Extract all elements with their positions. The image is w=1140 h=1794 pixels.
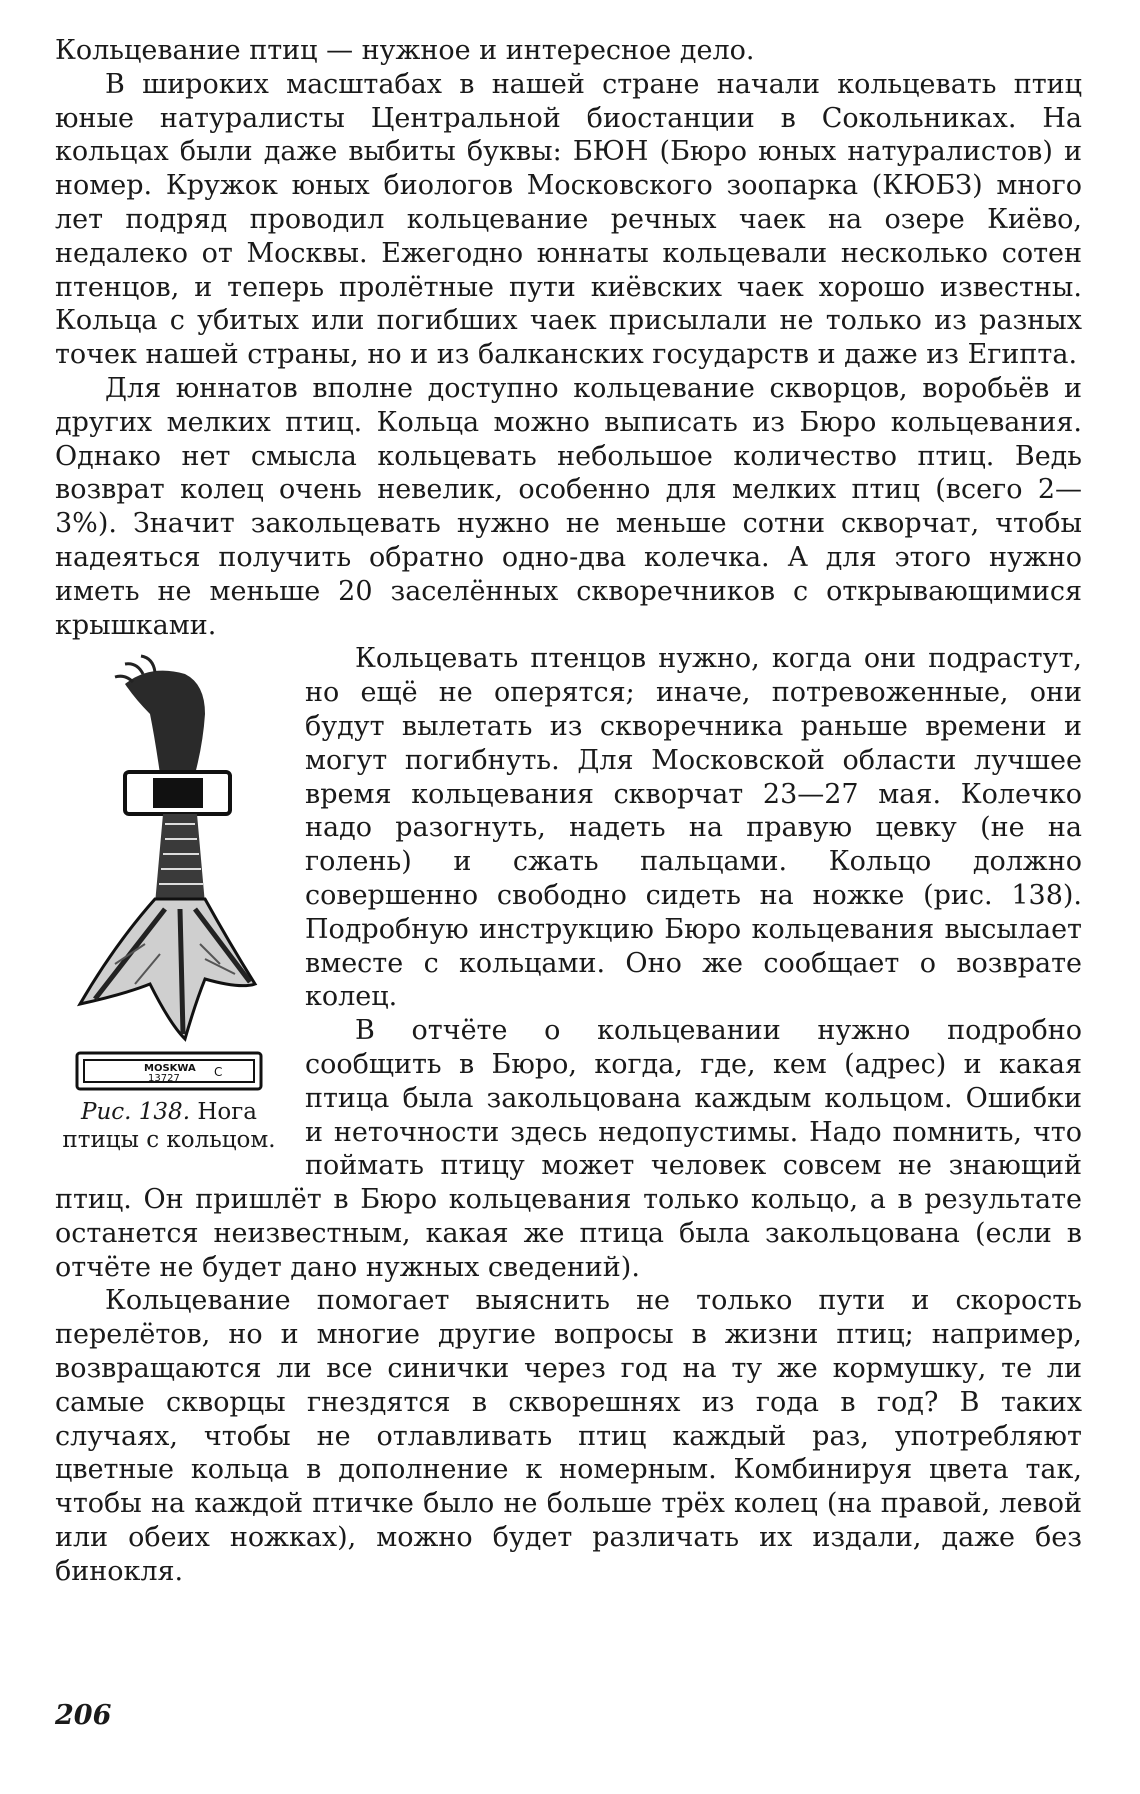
ring-text-number: 13727 (148, 1073, 180, 1085)
leg-feathers-drawing (125, 671, 205, 774)
paragraph-2: В широких масштабах в нашей стране начали кольцевать птиц юные натуралисты Центральной биостанции в Сокольниках. На кольцах были даже выбиты буквы: БЮН (Бюро юных натуралистов) и номер. Кружок юных биологов Московского зоопарка (КЮБЗ) много лет подряд проводил кольцевание речных чаек на озере Киёво, недалеко от Москвы. Ежегодно юннаты кольцевали несколько сотен птенцов, и теперь пролётные пути киёвских чаек хорошо известны. Кольца с убитых или погибших чаек присылали не только из разных точек нашей страны, но и из балканских государств и даже из Египта. (55, 68, 1082, 371)
bird-leg-illustration (55, 644, 283, 1044)
figure-138 (55, 644, 283, 1154)
paragraph-6: Кольцевание помогает выяснить не только пути и скорость перелётов, но и многие другие вопросы в жизни птиц; например, возвращаются ли все синички через год на ту же кормушку, те ли самые скворцы гнездятся в скворешнях из года в год? В таких случаях, чтобы не отлавливать птиц каждый раз, употребляют цветные кольца в дополнение к номерным. Комбинируя цвета так, чтобы на каждой птичке было не больше трёх колец (на правой, левой или обеих ножках), можно будет различать их издали, даже без бинокля. (55, 1285, 1082, 1587)
paragraph-5: В отчёте о кольцевании нужно подробно сообщить в Бюро, когда, где, кем (адрес) и какая птица была закольцована каждым кольцом. Ошибки и неточности здесь недопустимы. Надо помнить, что поймать птицу может человек совсем не знающий птиц. Он пришлёт в Бюро кольцевания только кольцо, а в результате останется неизвестным, какая же птица была закольцована (если в отчёте не будет дано нужных сведений). (55, 1015, 1082, 1283)
flat-ring-illustration (74, 1050, 264, 1094)
paragraph-1: Кольцевание птиц — нужное и интересное дело. (55, 35, 755, 66)
ring-text-moskwa: MOSKWA (144, 1063, 196, 1075)
page-number: 206 (55, 1700, 112, 1731)
figure-caption (55, 1098, 283, 1154)
ring-text-c: C (214, 1065, 223, 1080)
webbed-foot-drawing (80, 899, 255, 1039)
page-text (55, 34, 1082, 1589)
paragraph-3: Для юннатов вполне доступно кольцевание скворцов, воробьёв и других мелких птиц. Кольца можно выписать из Бюро кольцевания. Однако нет смысла кольцевать небольшое количество птиц. Ведь возврат колец очень невелик, особенно для мелких птиц (всего 2—3%). Значит закольцевать нужно не меньше сотни скворчат, чтобы надеяться получить обратно одно-два колечка. А для этого нужно иметь не меньше 20 заселённых скворечников с открывающимися крышками. (55, 372, 1082, 641)
paragraph-4: Кольцевать птенцов нужно, когда они подрастут, но ещё не оперятся; иначе, потревоженные, они будут вылетать из скворечника раньше времени и могут погибнуть. Для Московской области лучшее время кольцевания скворчат 23—27 мая. Колечко надо разогнуть, надеть на правую цевку (не на голень) и сжать пальцами. Кольцо должно совершенно свободно сидеть на ножке (рис. 138). Подробную инструкцию Бюро кольцевания высылает вместе с кольцами. Оно же сообщает о возврате колец. (305, 643, 1082, 1013)
figure-label: Рис. 138. (81, 1099, 191, 1126)
figure-caption-text: Нога птицы с кольцом. (62, 1099, 276, 1154)
